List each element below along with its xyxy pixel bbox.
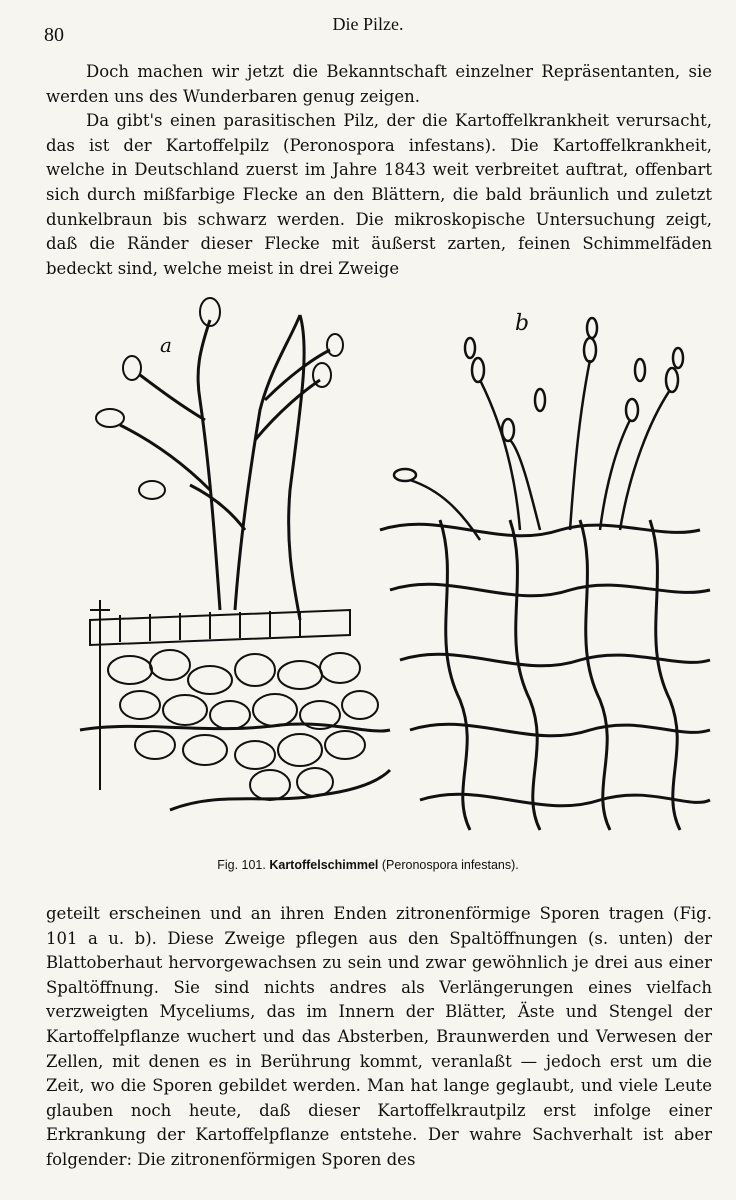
figure-label-b: b <box>515 311 530 336</box>
figure-caption <box>0 858 736 872</box>
peronospora-illustration <box>60 290 720 850</box>
leaf-tissue-a <box>80 600 390 810</box>
conidiophores-a <box>120 315 330 620</box>
paragraph-2: Da gibt's einen parasitischen Pilz, der die Kartoffelkrankheit verursacht, das ist der Kartoffelpilz (Peronospora infestans). Die Kartoffelkrankheit, welche in Deutschland zuerst im Jahre 1843 weit verbreitet auftrat, offenbart sich durch mißfarbige Flecke an den Blättern, die bald bräunlich und zuletzt dunkelbraun bis schwarz werden. Die mikroskopische Untersuchung zeigt, daß die Ränder dieser Flecke mit äußerst zarten, feinen Schimmelfäden bedeckt sind, welche meist in drei Zweige <box>46 111 712 278</box>
page-number: 80 <box>44 24 64 46</box>
running-head: Die Pilze. <box>332 14 404 34</box>
caption-title: Kartoffelschimmel <box>269 858 379 872</box>
mycelium-b <box>380 520 710 830</box>
paragraph-3: geteilt erscheinen und an ihren Enden zitronenförmige Sporen tragen (Fig. 101 a u. b). Diese Zweige pflegen aus den Spaltöffnungen (s. unten) der Blattoberhaut hervorgewachsen zu sein und zwar gewöhnlich je drei aus einer Spaltöffnung. Sie sind nichts andres als Verlängerungen eines vielfach verzweigten Myceliums, das im Innern der Blätter, Äste und Stengel der Kartoffelpflanze wuchert und das Absterben, Braunwerden und Verwesen der Zellen, mit denen es in Berührung kommt, veranlaßt — jedoch erst um die Zeit, wo die Sporen gebildet werden. Man hat lange geglaubt, und viele Leute glauben noch heute, daß dieser Kartoffelkrautpilz erst infolge einer Erkrankung der Kartoffelpflanze entstehe. Der wahre Sachverhalt ist aber folgender: Die zitronenförmigen Sporen des <box>46 904 712 1169</box>
bottom-text-block <box>46 902 712 1173</box>
figure-101 <box>60 290 720 850</box>
paragraph-1: Doch machen wir jetzt die Bekanntschaft einzelner Repräsentanten, sie werden uns des Wunderbaren genug zeigen. <box>46 62 712 106</box>
caption-latin: (Peronospora infestans). <box>381 858 519 872</box>
spores-a <box>96 298 343 499</box>
figure-label-a: a <box>160 333 172 357</box>
caption-number: Fig. 101. <box>217 858 266 872</box>
spore-chains-b <box>394 318 683 540</box>
top-text-block <box>46 60 712 281</box>
